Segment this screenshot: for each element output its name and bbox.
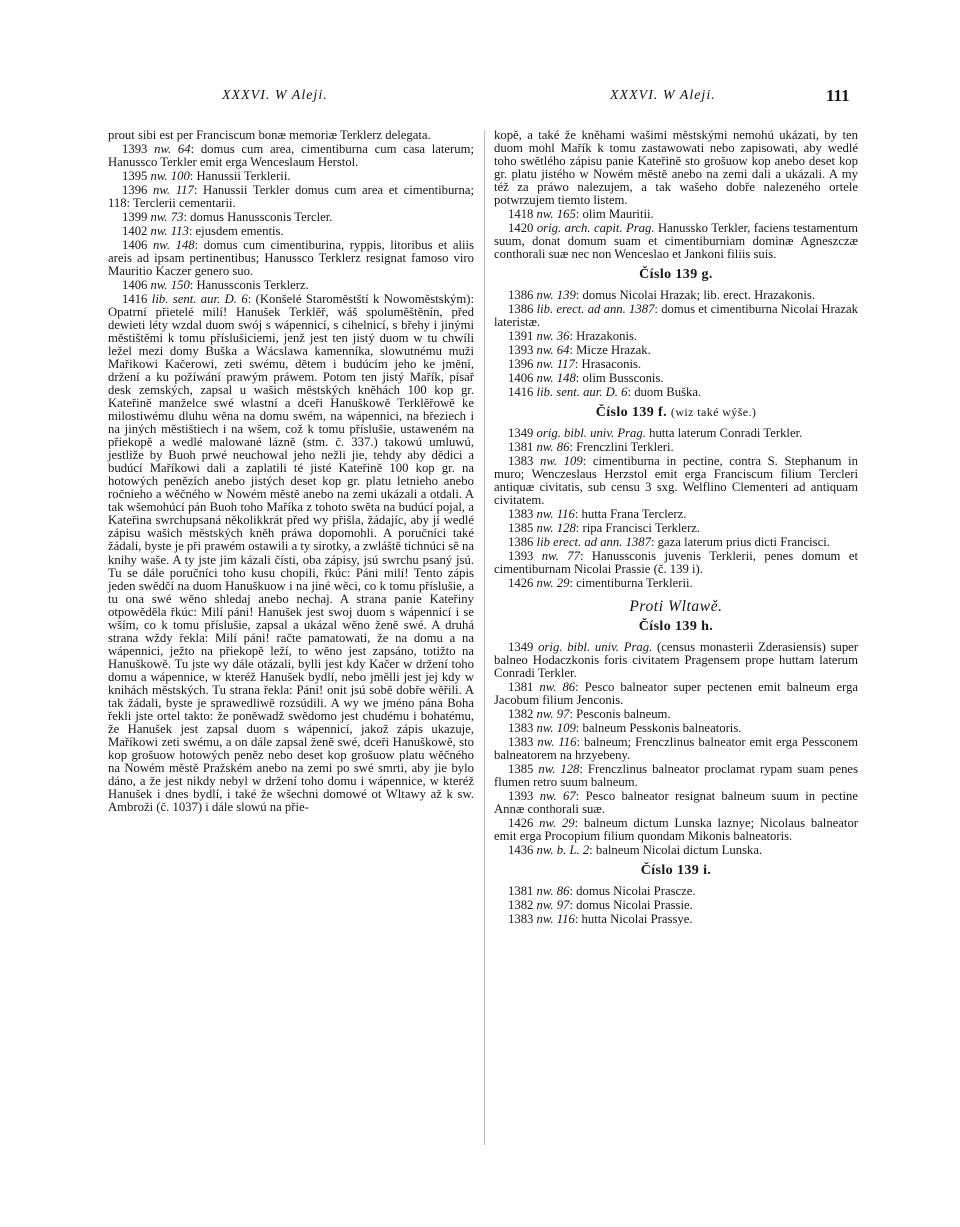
record-entry [494,303,858,329]
entry-text: cimentiburna Terklerii. [576,575,693,590]
entry-text: hutta Frana Terclerz. [581,506,687,521]
record-entry [494,708,858,721]
entry-text: gaza laterum prius dicti Francisci. [657,534,830,549]
entry-text: prout sibi est per Franciscum bonæ memoriæ Terklerz delegata. [108,127,431,142]
source-citation: 1393 nw. 67: [508,788,580,803]
record-entry [494,386,858,399]
source-citation: 1381 nw. 86: [508,439,573,454]
record-entry [494,641,858,680]
source-citation: 1426 nw. 29: [508,815,579,830]
record-entry [494,508,858,521]
source-citation: 1381 nw. 86: [508,883,573,898]
record-entry [494,372,858,385]
record-entry [494,358,858,371]
entry-text: (census monasterii Zderasiensis) super balneo Hodaczkonis foris civitatem Pragensem prope huttam laterum Conradi Terkler. [494,639,859,680]
record-entry [494,289,858,302]
subsection-heading: Proti Wltawě. [629,597,723,615]
record-entry [494,736,858,762]
entry-text: hutta laterum Conradi Terkler. [649,425,803,440]
record-entry [494,455,858,507]
entry-text: Pesco balneator super pectenen emit balneum erga Jacobum filium Jenconis. [494,679,859,707]
column-divider [484,130,485,1145]
source-citation: 1418 nw. 165: [508,207,580,222]
record-entry [108,184,474,210]
entry-text: domus cum cimentiburina, ryppis, litoribus et aliis areis ad ipsam pertinentibus; Hanussco Terklerz resignat famoso viro Mauritio Kaczer genero suo. [108,237,474,278]
left-column [108,128,474,814]
record-entry [494,913,858,926]
source-citation: 1406 nw. 148: [508,370,580,385]
record-entry [108,129,474,142]
source-citation: 1416 lib. sent. aur. D. 6: [508,384,632,399]
entry-text: Hanussko Terkler, faciens testamentum suum, donat domum suam et cimentiburniam dominæ Agneszczæ conthorali suæ nec non Wenceslao et Jankoni filiis suis. [494,221,858,262]
entry-text: (Konšelé Staroměstští k Nowoměstským): Opatrní přietelé milí! Hanušek Terklěř, wáš spoluměštěnín, před dewieti léty wzdal duom swój s wápennicí, s cihelnicí, s břehy i jinými městištěmi k tomu příslušiciemi, jenž jest ten jistý duom w tu chwíli ležel mezi domy Buška a Wácslawa kamenníka, slowutnému muži Mařikowi Kačerowi, zeti swému, dětem i budúcím jeho ke jmění, držení a ku požíwání prawým práwem. Potom ten jistý Mařík, písař desk zemských, zapsal u wašich městských kněhách 100 kop gr. Kateřině manželce swé wlastní a dceři Hanuškowě Terklěřowě ke milostiwému dluhu wěna na domu swém, na wápennici, na březiech i na jiných městištiech i na wšem, což k tomu příslušie, ustaweném na přiekopě a wedlé malowané lázně (stm. č. 337.) takowú umluwú, jestliže by Buoh prwé neuchowal jeho nežli jie, tehdy aby dědici a budúcí Maříkowi dali a zaplatili té jisté Kateřině 100 kop gr. na hotowých penězích anebo jistých deset kop gr. platu letnieho anebo ročnieho a wěčného w Nowém městě anebo na zemi ukázali a otdali. A tak wšemohúcí pán Buoh toho Maříka z tohoto swěta na budúcí pojal, a Kateřina swrchupsaná několikkrát před wy přišla, žádajíc, aby jí wedlé zápisu wašich městských kněh práwa dopomohli. A poručníci také žádali, byste je při prawém ostawili a ty sirotky, a zwláště tichnúci sě na knihy waše. A ty jste jim kázali čísti, oba zápisy, jsú swrchu psaný jsú. Tu se dále poručníci toho kusu chopili, řkúc: Páni milí! Tento zápis jeden swědčí na duom Hanuškuow i na jiné wěci, co k tomu příslušie, a tu ona swé wěno shledaj anebo nechaj. A strana panie Kateřiny otpowěděla řkúc: Milí páni! Hanušek jest swoj duom s wápennicí i se wším, co k tomu příslušie, zapsal a ukázal wěno ženě swé. A druhá strana wždy řekla: Milí páni! račte pamatowati, že na domu a na wápennici, ježto na přiekopě leží, to wěno jest zapsáno, totižto na Hanuškowě. Tu jste wy dále otázali, bylli jest kdy Kačer w držení toho domu a wápennice, w kteréž Hanušek bydlí, nebo jmělli jest jej kdy w knihách městských. Tu strana řekla: Páni! onit jsú sobě dobře wěřili. A tak žádali, byste je sprawedliwě rozsúdili. A wy we jméno pána Boha řekli jste ortel takto: že poněwadž swědomo jest chudému i bohatému, že Hanušek jest zapsal duom s wápennicí, jakož zápis ukazuje, Maříkowi zeti swému, a on dále zapsal ženě swé, dceři Hanuškowě, sto kop grošuow hotowých peněz nebo deset kop grošuow platu wěčného na Nowém městě Pražském anebo na zemi po swé smrti, aby jie bylo dáno, a že jest nikdy nebyl w držení toho domu i wápennice, w kteréž Hanušek i dnes bydlí, i také že wšechni domowé ot Wltawy až k sw. Ambroži (č. 1037) i dále slowú na přie- [108,291,474,815]
section-heading [494,268,858,281]
entry-text: domus Nicolai Hrazak; lib. erect. Hrazakonis. [582,288,816,303]
record-entry [494,899,858,912]
entry-text: hutta Nicolai Prassye. [581,911,693,926]
record-entry [494,763,858,789]
source-citation: 1381 nw. 86: [508,679,579,694]
section-heading-text: Číslo 139 g. [639,267,713,283]
record-entry [108,211,474,224]
entry-text: ripa Francisci Terklerz. [582,520,701,535]
source-citation: 1396 nw. 117: [508,356,579,371]
right-column [494,128,858,926]
entry-text: domus Nicolai Prascze. [576,883,696,898]
entry-text: Frenczlinus balneator proclamat rypam suam penes flumen retro suum balneum. [494,761,859,789]
entry-text: ejusdem ementis. [195,223,284,238]
source-citation: 1383 nw. 109: [508,720,580,735]
record-entry [494,681,858,707]
record-entry [108,143,474,169]
entry-text: Pesco balneator resignat balneum suum in pectine Annæ conthorali suæ. [494,788,859,816]
record-entry [108,239,474,278]
entry-text: balneum Pesskonis balneatoris. [582,720,742,735]
record-entry [494,344,858,357]
record-entry [494,722,858,735]
entry-text: balneum; Frenczlinus balneator emit erga Pessconem balneatorem na hrzyebeny. [494,734,859,762]
section-heading-text: Číslo 139 f. [595,404,668,420]
source-citation: 1383 nw. 116: [508,506,579,521]
source-citation: 1349 orig. bibl. univ. Prag. [508,639,653,654]
section-heading [494,864,858,877]
source-citation: 1406 nw. 150: [122,277,194,292]
entry-text: kopě, a také že kněhami wašimi městskými nemohú ukázati, by ten duom mohl Mařík k tomu zastawowati nebo zapisowati, aby wedlé toho swětlého zápisu panie Kateřině sto grošuow kop anebo deset kop gr. platu jistého w Nowém městě anebo na zemi dali a ukázali. A my též za práwo nalezujem, a tak wašeho dobře nalezeného ortele potwrzujem tiemto listem. [494,127,858,208]
source-citation: 1386 lib erect. ad ann. 1387: [508,534,655,549]
running-header [0,88,960,108]
entry-text: domus Hanussconis Tercler. [190,209,333,224]
section-heading-text: Číslo 139 i. [640,862,712,878]
source-citation: 1386 nw. 139: [508,288,580,303]
entry-text: balneum dictum Lunska laznye; Nicolaus balneator emit erga Procopium filium quondam Mikonis balneatoris. [494,815,859,843]
source-citation: 1383 nw. 116: [508,911,579,926]
source-citation: 1395 nw. 100: [122,168,194,183]
source-citation: 1385 nw. 128: [508,520,580,535]
record-entry [108,279,474,292]
record-entry [494,885,858,898]
source-citation: 1406 nw. 148: [122,237,199,252]
source-citation: 1402 nw. 113: [122,223,193,238]
record-entry [494,427,858,440]
entry-text: Hanussconis juvenis Terklerii, penes domum et cimentiburnam Nicolai Prassie (č. 139 i). [494,548,858,576]
record-entry [494,208,858,221]
entry-text: cimentiburna in pectine, contra S. Stephanum in muro; Wenczeslaus Herzstol emit erga Franciscum filium Tercleri antiquæ civitatis, sub censu 3 sxg. Welflino Clementeri ad antiquam civitatem. [494,453,859,507]
source-citation: 1385 nw. 128: [508,761,583,776]
source-citation: 1383 nw. 116: [508,734,580,749]
source-citation: 1396 nw. 117: [122,182,198,197]
entry-text: balneum Nicolai dictum Lunska. [595,842,763,857]
source-citation: 1436 nw. b. L. 2: [508,842,593,857]
entry-text: Hanussii Terkler domus cum area et cimentiburna; 118: Terclerii cementarii. [108,182,475,210]
record-entry [494,817,858,843]
section-heading [494,620,858,633]
record-entry [108,225,474,238]
entry-text: Hrasaconis. [581,356,642,371]
source-citation: 1382 nw. 97: [508,897,573,912]
source-citation: 1386 lib. erect. ad ann. 1387: [508,302,658,317]
record-entry [108,293,474,815]
source-citation: 1420 orig. arch. capit. Prag. [508,221,655,235]
record-entry [494,222,858,261]
record-entry [494,550,858,576]
entry-text: Hrazakonis. [576,329,638,344]
record-entry [494,330,858,343]
source-citation: 1383 nw. 109: [508,453,587,468]
record-entry [494,536,858,549]
source-citation: 1393 nw. 77: [508,548,584,563]
entry-text: Hanussii Terklerii. [196,168,291,183]
entry-text: domus cum area, cimentiburna cum casa laterum; Hanussco Terkler emit erga Wenceslaum Herstol. [108,141,475,169]
page-number: 111 [826,86,850,105]
section-heading [494,406,858,419]
entry-text: Micze Hrazak. [576,343,651,358]
source-citation: 1349 orig. bibl. univ. Prag. [508,425,646,440]
entry-text: olim Mauritii. [582,207,654,222]
entry-text: Pesconis balneum. [576,706,671,721]
source-citation: 1393 nw. 64: [508,343,573,358]
running-title-right: XXXVI. W Aleji. [610,88,716,103]
running-title-left: XXXVI. W Aleji. [222,88,328,103]
source-citation: 1416 lib. sent. aur. D. 6: [122,291,252,306]
record-entry [494,129,858,207]
record-entry [494,522,858,535]
entry-text: domus et cimentiburna Nicolai Hrazak lateristæ. [494,302,859,330]
source-citation: 1391 nw. 36: [508,329,573,344]
source-citation: 1382 nw. 97: [508,706,573,721]
record-entry [494,844,858,857]
source-citation: 1399 nw. 73: [122,209,187,224]
entry-text: duom Buška. [634,384,702,399]
record-entry [494,577,858,590]
section-heading-text: Číslo 139 h. [638,618,714,634]
entry-text: Frenczlini Terkleri. [576,439,674,454]
entry-text: domus Nicolai Prassie. [576,897,693,912]
section-heading-note: (wiz také wýše.) [670,404,757,419]
record-entry [494,441,858,454]
record-entry [108,170,474,183]
source-citation: 1393 nw. 64: [122,141,195,156]
record-entry [494,790,858,816]
source-citation: 1426 nw. 29: [508,575,573,590]
entry-text: Hanussconis Terklerz. [196,277,309,292]
entry-text: olim Bussconis. [582,370,664,385]
